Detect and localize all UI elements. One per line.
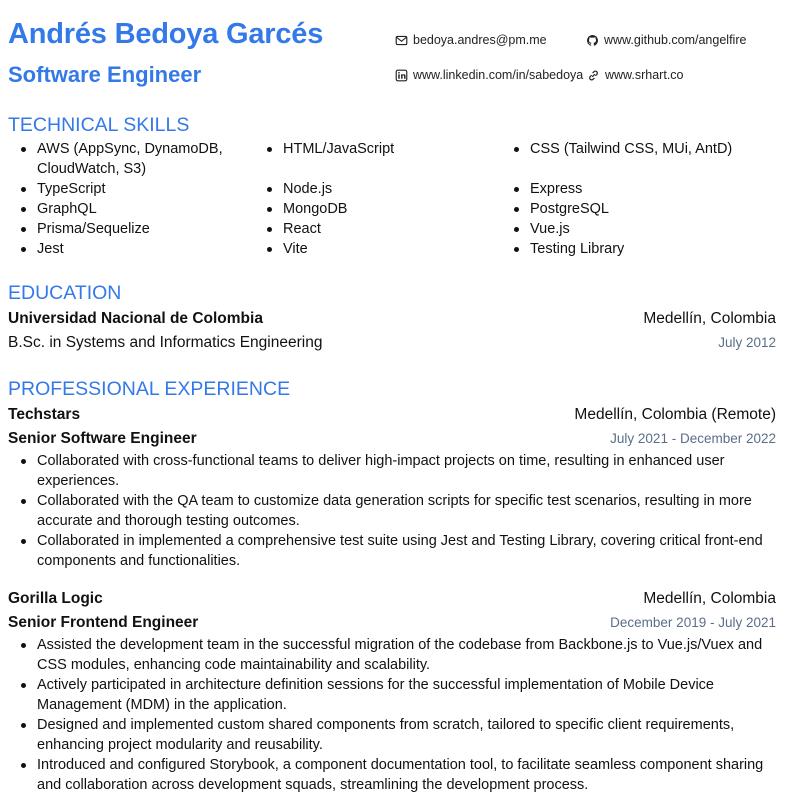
job-bullet: Introduced and configured Storybook, a component documentation tool, to facilitate seamless component sharing and collaboration across development squads, streamlining the development process. <box>0 755 780 795</box>
company-name: Techstars <box>8 406 81 423</box>
company-name: Gorilla Logic <box>8 590 103 607</box>
link-icon <box>587 69 600 82</box>
contact-email-text: bedoya.andres@pm.me <box>413 33 547 47</box>
job-dates: December 2019 - July 2021 <box>610 615 776 630</box>
job-location: Medellín, Colombia <box>643 590 776 607</box>
job-header-row <box>8 590 776 608</box>
job-bullets <box>0 635 780 795</box>
contact-github[interactable] <box>586 33 746 47</box>
skills-column-2 <box>246 139 493 259</box>
skill-item: MongoDB <box>246 199 493 219</box>
job-title-row <box>8 614 776 632</box>
education-header-row <box>8 310 776 328</box>
contact-website-text: www.srhart.co <box>605 68 684 82</box>
skills-grid <box>0 139 794 259</box>
school-name: Universidad Nacional de Colombia <box>8 310 263 327</box>
skills-column-1 <box>0 139 246 259</box>
job-dates: July 2021 - December 2022 <box>610 431 776 446</box>
job-header-row <box>8 406 776 424</box>
experience-section-title: PROFESSIONAL EXPERIENCE <box>8 378 291 400</box>
skill-item: TypeScript <box>0 179 246 199</box>
skills-section-title: TECHNICAL SKILLS <box>8 114 190 136</box>
skill-item: Vue.js <box>493 219 783 239</box>
school-location: Medellín, Colombia <box>643 310 776 327</box>
job-bullets <box>0 451 780 571</box>
mail-icon <box>395 34 408 47</box>
contact-linkedin[interactable] <box>395 68 583 82</box>
github-icon <box>586 34 599 47</box>
skill-item: Vite <box>246 239 493 259</box>
contact-email[interactable] <box>395 33 547 47</box>
job-bullet: Collaborated with cross-functional teams to deliver high-impact projects on time, resulting in enhanced user experiences. <box>0 451 780 491</box>
skills-column-3 <box>493 139 783 259</box>
contact-github-text: www.github.com/angelfire <box>604 33 747 47</box>
education-detail-row <box>8 334 776 352</box>
job-bullet: Designed and implemented custom shared components from scratch, tailored to specific client requirements, enhancing project modularity and reusability. <box>0 715 780 755</box>
contact-website[interactable] <box>587 68 684 82</box>
education-date: July 2012 <box>718 335 776 350</box>
skill-item: CSS (Tailwind CSS, MUi, AntD) <box>493 139 783 159</box>
skill-item: HTML/JavaScript <box>246 139 493 159</box>
skill-item: Node.js <box>246 179 493 199</box>
job-bullet: Collaborated in implemented a comprehensive test suite using Jest and Testing Library, covering critical front-end components and functionalities. <box>0 531 780 571</box>
candidate-name: Andrés Bedoya Garcés <box>8 18 324 50</box>
job-bullet: Assisted the development team in the successful migration of the codebase from Backbone.js to Vue.js/Vuex and CSS modules, enhancing code maintainability and scalability. <box>0 635 780 675</box>
skill-item: React <box>246 219 493 239</box>
job-bullet: Actively participated in architecture definition sessions for the successful implementation of Mobile Device Management (MDM) in the application. <box>0 675 780 715</box>
education-section-title: EDUCATION <box>8 282 122 304</box>
skill-item: GraphQL <box>0 199 246 219</box>
skill-item: Jest <box>0 239 246 259</box>
skill-item: Prisma/Sequelize <box>0 219 246 239</box>
job-bullet: Collaborated with the QA team to customize data generation scripts for specific test scenarios, resulting in more accurate and thorough testing outcomes. <box>0 491 780 531</box>
job-location: Medellín, Colombia (Remote) <box>574 406 776 423</box>
skill-item: Testing Library <box>493 239 783 259</box>
candidate-role: Software Engineer <box>8 62 202 87</box>
skill-item: AWS (AppSync, DynamoDB, CloudWatch, S3) <box>0 139 237 179</box>
skill-item: PostgreSQL <box>493 199 783 219</box>
degree: B.Sc. in Systems and Informatics Engineering <box>8 334 323 351</box>
job-position: Senior Software Engineer <box>8 430 197 447</box>
skill-item: Express <box>493 179 783 199</box>
job-position: Senior Frontend Engineer <box>8 614 199 631</box>
linkedin-icon <box>395 69 408 82</box>
job-title-row <box>8 430 776 448</box>
contact-linkedin-text: www.linkedin.com/in/sabedoya <box>413 68 584 82</box>
